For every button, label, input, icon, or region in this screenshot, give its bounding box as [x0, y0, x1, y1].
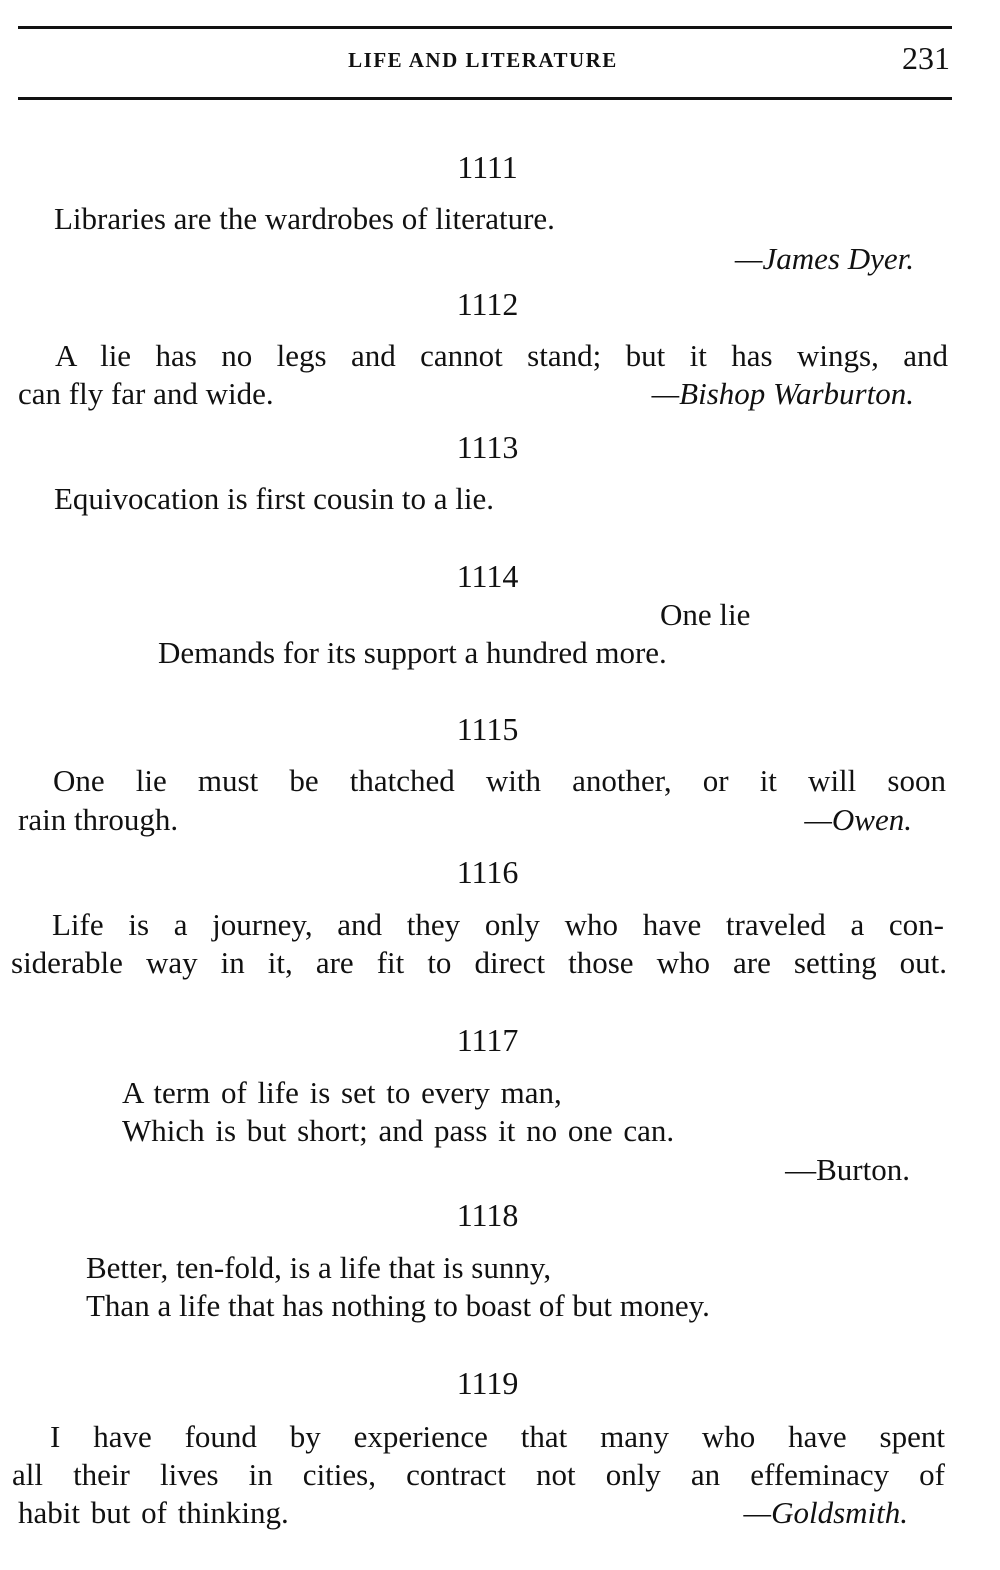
quote-line: I have found by experience that many who have spent: [50, 1419, 945, 1454]
verse-line: Demands for its support a hundred more.: [158, 635, 667, 670]
header-rule-bottom: [18, 97, 952, 100]
attribution: —Owen.: [804, 802, 912, 837]
entry-number: 1118: [456, 1197, 519, 1233]
running-title: LIFE AND LITERATURE: [348, 48, 618, 72]
entry-number: 1112: [456, 286, 519, 322]
verse-line: Than a life that has nothing to boast of but money.: [86, 1288, 710, 1323]
quote-line: can fly far and wide.: [18, 376, 274, 411]
entry-number: 1116: [456, 854, 519, 890]
attribution: —Goldsmith.: [743, 1495, 908, 1530]
entry-number: 1114: [456, 558, 519, 594]
entry-number: 1111: [457, 149, 518, 185]
quote-line: habit but of thinking.: [18, 1495, 289, 1530]
verse-line: Better, ten-fold, is a life that is sunny,: [86, 1250, 552, 1285]
quote-line: Equivocation is first cousin to a lie.: [54, 481, 494, 516]
quote-line: Life is a journey, and they only who have traveled a con-: [52, 907, 944, 942]
quote-line: One lie must be thatched with another, or it will soon: [53, 763, 946, 798]
page-number: 231: [902, 40, 950, 76]
entry-number: 1113: [456, 429, 519, 465]
entry-number: 1115: [456, 711, 519, 747]
quote-line: siderable way in it, are fit to direct those who are setting out.: [11, 945, 947, 980]
entry-number: 1119: [456, 1365, 519, 1401]
attribution: —Bishop Warburton.: [651, 376, 914, 411]
verse-line: Which is but short; and pass it no one can.: [122, 1113, 675, 1148]
header-rule-top: [18, 26, 952, 29]
quote-line: rain through.: [18, 802, 179, 837]
attribution: —Burton.: [785, 1152, 910, 1187]
attribution: —James Dyer.: [734, 241, 914, 276]
entry-number: 1117: [456, 1022, 519, 1058]
quote-line: Libraries are the wardrobes of literature.: [54, 201, 555, 236]
quote-line: A lie has no legs and cannot stand; but it has wings, and: [55, 338, 948, 373]
verse-line: A term of life is set to every man,: [122, 1075, 562, 1110]
quote-line: all their lives in cities, contract not only an effeminacy of: [12, 1457, 945, 1492]
verse-line: One lie: [660, 597, 751, 632]
